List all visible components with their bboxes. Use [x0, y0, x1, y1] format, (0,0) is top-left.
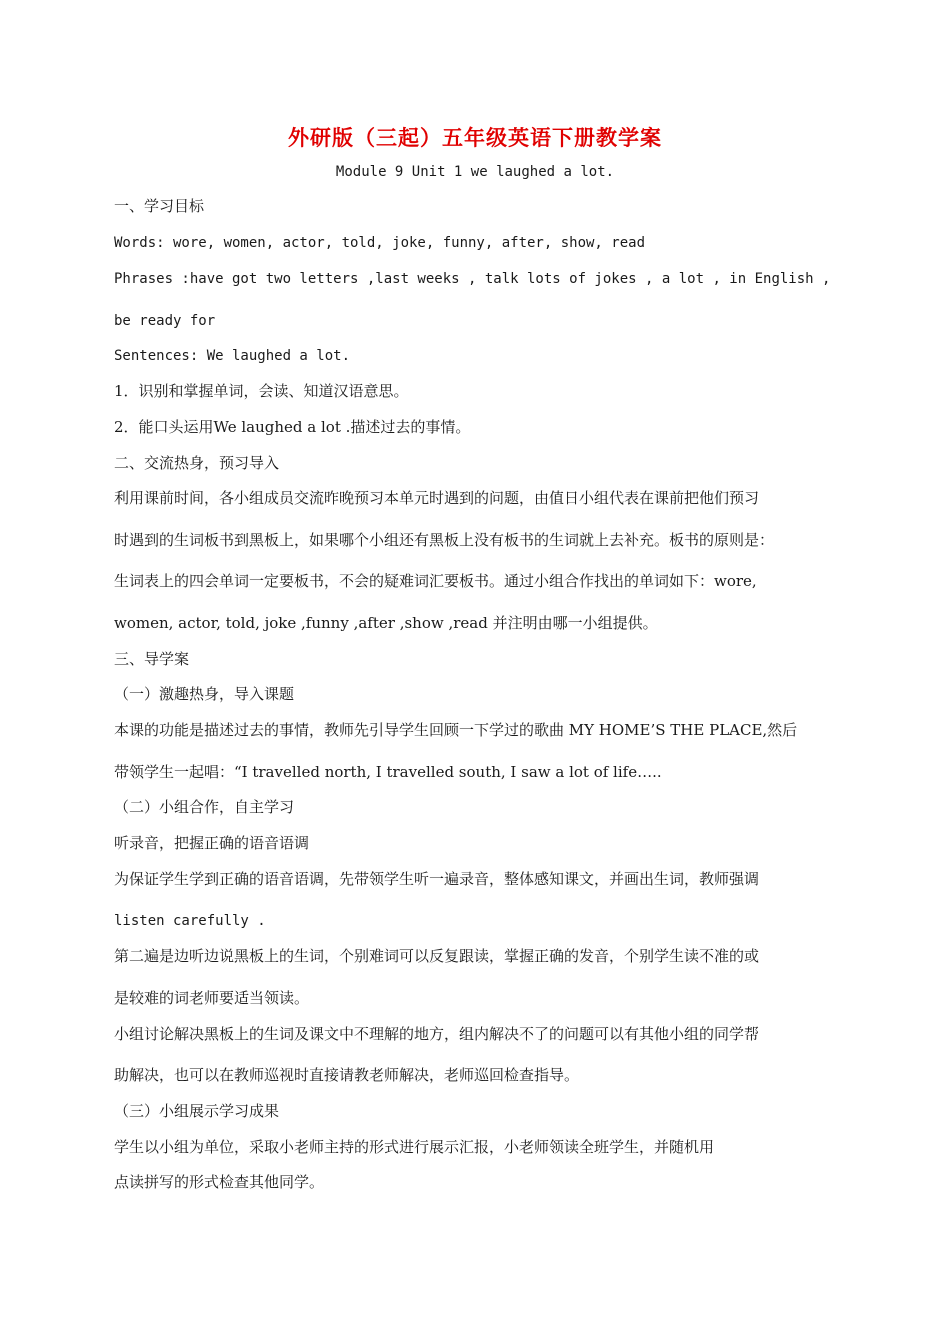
section-heading-warmup: 二、交流热身，预习导入	[114, 454, 280, 472]
paragraph-line: 学生以小组为单位，采取小老师主持的形式进行展示汇报，小老师领读全班学生，并随机用	[114, 1138, 715, 1156]
paragraph-line: 带领学生一起唱：“I travelled north, I travelled south, I saw a lot of life…..	[114, 763, 662, 781]
objective-item-2: 2．能口头运用We laughed a lot .描述过去的事情。	[114, 418, 471, 436]
paragraph-line: 为保证学生学到正确的语音语调，先带领学生听一遍录音，整体感知课文，并画出生词，教师强调	[114, 870, 760, 888]
document-subtitle: Module 9 Unit 1 we laughed a lot.	[335, 164, 615, 180]
phrases-line: Phrases :have got two letters ,last weeks , talk lots of jokes , a lot , in English ,	[114, 271, 831, 287]
paragraph-line: 助解决，也可以在教师巡视时直接请教老师解决，老师巡回检查指导。	[114, 1066, 580, 1084]
paragraph-line: 点读拼写的形式检查其他同学。	[114, 1173, 325, 1191]
paragraph-line: 小组讨论解决黑板上的生词及课文中不理解的地方，组内解决不了的问题可以有其他小组的同学帮	[114, 1025, 760, 1043]
section-heading-objectives: 一、学习目标	[114, 197, 205, 215]
paragraph-line: 听录音，把握正确的语音语调	[114, 834, 310, 852]
objective-item-1: 1．识别和掌握单词，会读、知道汉语意思。	[114, 382, 409, 400]
section-heading-guide: 三、导学案	[114, 650, 190, 668]
paragraph-line: women, actor, told, joke ,funny ,after ,show ,read 并注明由哪一小组提供。	[114, 614, 658, 632]
phrases-line-continued: be ready for	[114, 313, 216, 329]
document-title: 外研版（三起）五年级英语下册教学案	[288, 126, 662, 150]
words-line: Words: wore, women, actor, told, joke, funny, after, show, read	[114, 235, 646, 251]
paragraph-line: 利用课前时间，各小组成员交流昨晚预习本单元时遇到的问题，由值日小组代表在课前把他们预习	[114, 489, 760, 507]
paragraph-line: 第二遍是边听边说黑板上的生词，个别难词可以反复跟读，掌握正确的发音，个别学生读不准的或	[114, 947, 760, 965]
sentences-line: Sentences: We laughed a lot.	[114, 348, 351, 364]
paragraph-line: listen carefully .	[114, 913, 266, 929]
paragraph-line: 是较难的词老师要适当领读。	[114, 989, 310, 1007]
subsection-heading-1: （一）激趣热身，导入课题	[114, 685, 295, 703]
paragraph-line: 本课的功能是描述过去的事情，教师先引导学生回顾一下学过的歌曲 MY HOME’S THE PLACE,然后	[114, 721, 798, 739]
paragraph-line: 生词表上的四会单词一定要板书，不会的疑难词汇要板书。通过小组合作找出的单词如下：wore,	[114, 572, 757, 590]
subsection-heading-3: （三）小组展示学习成果	[114, 1102, 280, 1120]
subsection-heading-2: （二）小组合作，自主学习	[114, 798, 295, 816]
paragraph-line: 时遇到的生词板书到黑板上，如果哪个小组还有黑板上没有板书的生词就上去补充。板书的原则是：	[114, 531, 775, 549]
